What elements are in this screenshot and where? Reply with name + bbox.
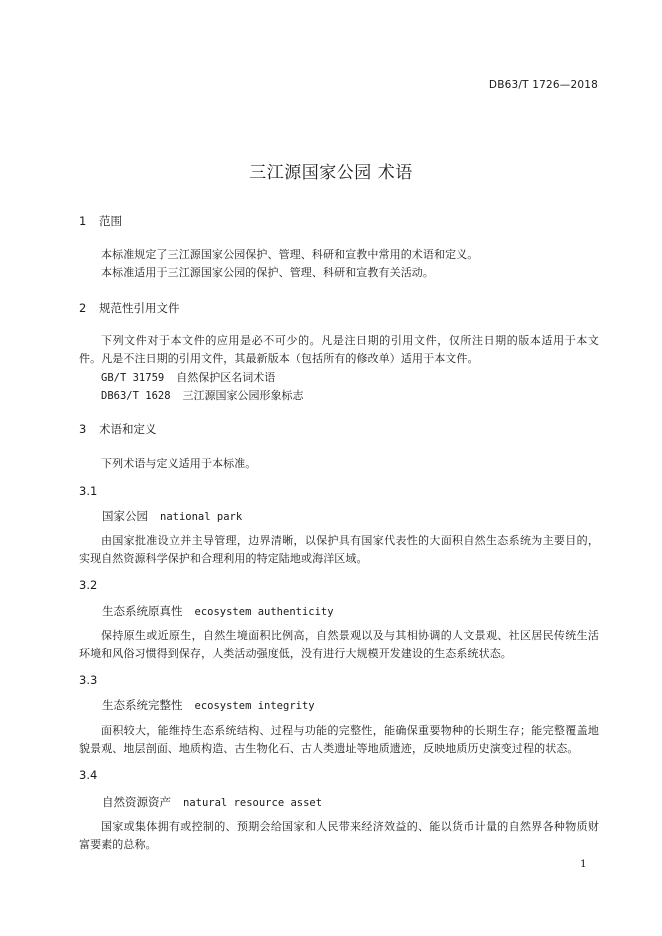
section-heading-normative-references (79, 300, 180, 316)
term-en: natural resource asset (183, 797, 323, 809)
section-number: 3 (79, 422, 87, 436)
section-number: 1 (79, 214, 87, 228)
reference-item (101, 387, 304, 403)
term-definition: 由国家批准设立并主导管理，边界清晰，以保护具有国家代表性的大面积自然生态系统为主要目的，实现自然资源科学保护和合理利用的特定陆地或海洋区域。 (79, 534, 599, 565)
references-paragraph: 下列文件对于本文件的应用是必不可少的。凡是注日期的引用文件，仅所注日期的版本适用于本文件。凡是不注日期的引用文件，其最新版本（包括所有的修改单）适用于本文件。 (79, 334, 599, 365)
term-number: 3.2 (79, 578, 98, 592)
document-code: DB63/T 1726—2018 (488, 79, 598, 91)
reference-code: DB63/T 1628 (101, 390, 171, 402)
term-number: 3.3 (79, 673, 98, 687)
section-number: 2 (79, 301, 87, 315)
page-number: 1 (580, 858, 587, 870)
term-heading (102, 794, 322, 810)
scope-paragraph-2: 本标准适用于三江源国家公园的保护、管理、科研和宣教有关活动。 (101, 266, 434, 279)
reference-code: GB/T 31759 (101, 372, 165, 384)
term-number: 3.1 (79, 484, 98, 498)
term-heading (102, 697, 315, 713)
term-zh: 自然资源资产 (102, 795, 171, 809)
reference-name: 自然保护区名词术语 (176, 371, 276, 384)
reference-item (101, 369, 275, 385)
section-title: 规范性引用文件 (99, 301, 180, 315)
term-definition: 面积较大，能维持生态系统结构、过程与功能的完整性，能确保重要物种的长期生存；能完整覆盖地貌景观、地层剖面、地质构造、古生物化石、古人类遗址等地质遗迹，反映地质历史演变过程的状态。 (79, 724, 599, 755)
page-title: 三江源国家公园 术语 (249, 163, 413, 183)
section-title: 范围 (99, 214, 122, 228)
term-definition: 国家或集体拥有或控制的、预期会给国家和人民带来经济效益的、能以货币计量的自然界各种物质财富要素的总称。 (79, 820, 599, 851)
section-title: 术语和定义 (99, 422, 157, 436)
term-number: 3.4 (79, 768, 98, 782)
reference-name: 三江源国家公园形象标志 (182, 389, 304, 402)
section-heading-terms-definitions (79, 421, 157, 437)
term-en: ecosystem integrity (194, 700, 315, 712)
term-zh: 生态系统原真性 (102, 604, 183, 618)
term-zh: 生态系统完整性 (102, 698, 183, 712)
terms-intro-paragraph: 下列术语与定义适用于本标准。 (101, 457, 257, 470)
term-heading (102, 603, 334, 619)
term-zh: 国家公园 (102, 509, 148, 523)
term-en: ecosystem authenticity (194, 606, 334, 618)
term-definition: 保持原生或近原生，自然生境面积比例高，自然景观以及与其相协调的人文景观、社区居民传统生活环境和风俗习惯得到保存，人类活动强度低，没有进行大规模开发建设的生态系统状态。 (79, 629, 599, 660)
term-en: national park (160, 511, 243, 523)
term-heading (102, 508, 242, 524)
scope-paragraph-1: 本标准规定了三江源国家公园保护、管理、科研和宣教中常用的术语和定义。 (101, 248, 479, 261)
section-heading-scope (79, 213, 122, 229)
